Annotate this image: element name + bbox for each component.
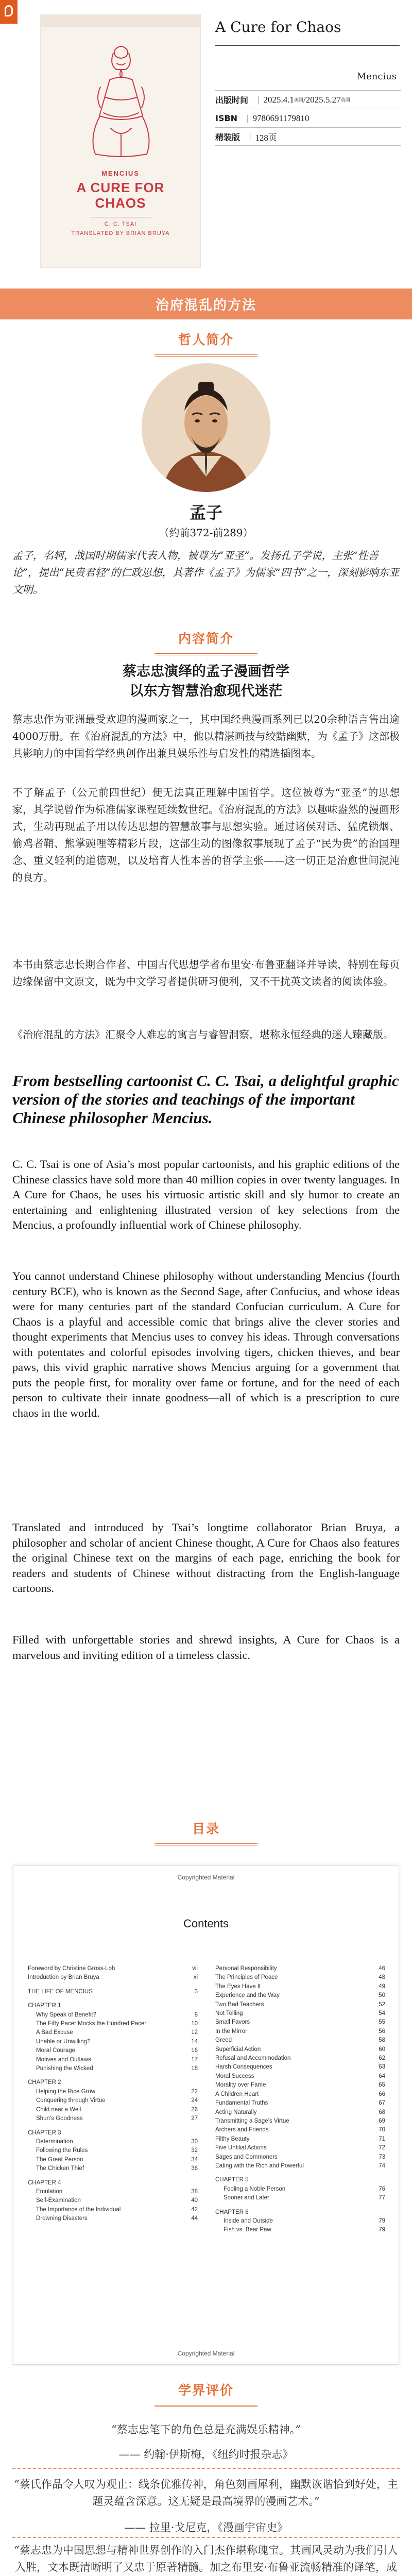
toc-entry xyxy=(28,2188,198,2196)
toc-entry-page xyxy=(185,2002,198,2010)
toc-entry-title: Five Unfilial Actions xyxy=(215,2145,267,2151)
toc-entry-page: 12 xyxy=(191,2029,198,2036)
toc-entry xyxy=(215,2001,385,2009)
toc-entry-page: 50 xyxy=(379,1992,385,1999)
toc-entry-page: 74 xyxy=(379,2162,385,2169)
toc-entry-page: 30 xyxy=(191,2138,198,2145)
book-cover-image xyxy=(40,14,201,268)
reviews-heading-rule xyxy=(154,2405,258,2407)
toc-entry-page: 44 xyxy=(191,2215,198,2222)
toc-entry xyxy=(28,2088,198,2096)
toc-entry-page: 70 xyxy=(379,2127,385,2133)
meta-format-row xyxy=(215,127,401,146)
toc-entry-title: CHAPTER 5 xyxy=(215,2177,249,2183)
meta-sep-2: | xyxy=(247,113,249,123)
toc-entry xyxy=(215,1964,385,1973)
toc-entry-page: 60 xyxy=(379,2046,385,2053)
toc-entry xyxy=(28,2056,198,2064)
meta-pub-date-2-sup: 英国 xyxy=(340,97,350,103)
toc-entry xyxy=(215,2090,385,2099)
reviews-section-heading xyxy=(0,2380,412,2407)
toc-entry-title: The Principles of Peace xyxy=(215,1974,278,1981)
toc-entry-title: Drowning Disasters xyxy=(36,2215,88,2222)
toc-entry-title: A Children Heart xyxy=(215,2091,259,2097)
toc-entry xyxy=(28,2096,198,2105)
cn-paragraph-4: 《治府混乱的方法》汇聚令人难忘的寓言与睿智洞察，堪称永恒经典的迷人臻藏版。 xyxy=(12,1028,393,1041)
toc-entry xyxy=(215,2072,385,2081)
toc-entry xyxy=(28,2064,198,2073)
toc-copyright-bottom: Copyrighted Material xyxy=(177,2350,235,2357)
toc-entry-title: Sages and Commoners xyxy=(215,2154,278,2160)
meta-pub-date-2: 2025.5.27 xyxy=(305,94,341,105)
toc-entry-title: Motives and Outlaws xyxy=(36,2056,91,2063)
toc-entry-title: Not Telling xyxy=(215,2010,243,2017)
toc-entry-page: 72 xyxy=(379,2145,385,2151)
cn-paragraph-1: 蔡志忠作为亚洲最受欢迎的漫画家之一，其中国经典漫画系列已以20余种语言售出逾4000万册。在《治府混乱的方法》中，他以精湛画技与绞黠幽默，为《孟子》这部极具影响力的中国哲学经典创作出兼具娱乐性与启发性的精选插图本。 xyxy=(12,713,400,759)
toc-entry xyxy=(28,2028,198,2037)
toc-entry-page: 38 xyxy=(191,2188,198,2195)
toc-entry-title: Emulation xyxy=(36,2188,63,2195)
toc-entry xyxy=(215,2027,385,2036)
toc-entry xyxy=(28,1973,198,1982)
toc-entry-page: 79 xyxy=(379,2217,385,2224)
cn-paragraph-2: 不了解孟子（公元前四世纪）便无法真正理解中国哲学。这位被尊为“亚圣”的思想家，其学说曾作为标准儒家课程延续数世纪。《治府混乱的方法》以趣味盎然的漫画形式，生动再现孟子用以传达思想的智慧故事与思想实验。通过诸侯对话、猛虎锁烟、偷鸡者鞘、熊掌豌哩等精彩片段，这部生动的图像叙事展现了孟子“民为贵”的治国理念、重义轻利的道德观，以及培育人性本善的哲学主张——这一切正是治愈世间混沌的良方。 xyxy=(12,786,400,884)
toc-entry-title: Determination xyxy=(36,2138,73,2145)
cover-series-label: MENCIUS xyxy=(101,170,140,177)
toc-entry xyxy=(215,2162,385,2171)
review-2-source: —— 拉里·戈尼克，《漫画宇宙史》 xyxy=(124,2521,288,2534)
toc-entry-page: 27 xyxy=(191,2115,198,2122)
toc-entry-page: 32 xyxy=(191,2147,198,2154)
toc-entry-title: Fish vs. Bear Paw xyxy=(224,2227,271,2233)
cover-credit-translator: TRANSLATED BY BRIAN BRUYA xyxy=(71,230,170,236)
author-name: 孟子 xyxy=(189,503,222,522)
toc-entry-page: 26 xyxy=(191,2106,198,2113)
toc-entry xyxy=(215,2135,385,2144)
cover-title xyxy=(41,180,200,211)
toc-entry-page: vii xyxy=(192,1965,198,1972)
toc-entry xyxy=(28,1988,198,1996)
toc-entry-title: The Importance of the Individual xyxy=(36,2206,121,2213)
toc-entry xyxy=(215,2045,385,2054)
toc-entry-title: CHAPTER 6 xyxy=(215,2209,249,2215)
toc-entry xyxy=(28,2002,198,2010)
toc-entry-page: 68 xyxy=(379,2109,385,2115)
toc-entry-page: 22 xyxy=(191,2088,198,2095)
author-heading-rule xyxy=(154,354,258,357)
toc-entry-page xyxy=(373,2208,385,2217)
toc-entry-title: CHAPTER 2 xyxy=(28,2079,61,2086)
review-1-source: —— 约翰·伊斯梅，《纽约时报杂志》 xyxy=(118,2448,294,2461)
toc-entry-title: THE LIFE OF MENCIUS xyxy=(28,1988,93,1995)
toc-entry xyxy=(215,2176,385,2184)
toc-entry-title: Superficial Action xyxy=(215,2046,261,2053)
toc-entry xyxy=(28,1964,198,1973)
toc-entry-title: In the Mirror xyxy=(215,2028,247,2035)
toc-entry-title: Moral Success xyxy=(215,2073,254,2079)
toc-entry xyxy=(215,2194,385,2202)
toc-entry-page: 36 xyxy=(191,2165,198,2172)
banner-text: 治府混乱的方法 xyxy=(155,297,256,313)
mencius-portrait xyxy=(142,363,270,492)
content-title-line2: 以东方智慧治愈现代迷茫 xyxy=(129,683,283,699)
toc-entry-page: xi xyxy=(193,1974,198,1981)
toc-entry xyxy=(215,2036,385,2045)
toc-entry-page: 79 xyxy=(379,2227,385,2233)
toc-entry-page: 64 xyxy=(379,2073,385,2079)
toc-entry-title: Eating with the Rich and Powerful xyxy=(215,2162,304,2169)
toc-entry-title: Following the Rules xyxy=(36,2147,88,2154)
toc-page-image xyxy=(13,1865,399,2365)
logo-p-icon xyxy=(5,5,13,16)
toc-entry-title: Fooling a Noble Person xyxy=(224,2185,286,2192)
toc-entry xyxy=(28,2179,198,2188)
toc-entry xyxy=(28,2020,198,2028)
toc-entry-page xyxy=(185,2179,198,2188)
meta-pub-row xyxy=(215,90,401,109)
content-title xyxy=(0,662,412,701)
content-title-line1: 蔡志忠演绎的孟子漫画哲学 xyxy=(123,664,289,680)
content-section-heading xyxy=(0,629,412,655)
toc-entry-title: Sooner and Later xyxy=(224,2195,269,2201)
toc-entry-page: 17 xyxy=(191,2056,198,2063)
cover-title-line1: A CURE FOR xyxy=(76,180,165,195)
toc-heading-rule xyxy=(154,1843,258,1845)
toc-entry-page: 76 xyxy=(379,2185,385,2192)
toc-entry-page: 52 xyxy=(379,2001,385,2008)
toc-entry-title: A Bad Excuse xyxy=(36,2029,73,2036)
toc-entry-title: Foreword by Christine Gross-Loh xyxy=(28,1965,115,1972)
toc-entry-page: 34 xyxy=(191,2156,198,2163)
toc-entry-page xyxy=(373,2176,385,2184)
toc-entry xyxy=(215,2185,385,2194)
en-paragraph-1: C. C. Tsai is one of Asia’s most popular cartoonists, and his graphic editions of the Chinese classics have sold more than 40 million copies in over twenty languages. In A Cure for Chaos, he uses his virtuosic artistic skill and sly humor to create an entertaining and enlightening illustrated version of key selections from the Mencius, a profoundly influential work of Chinese philosophy. xyxy=(12,1158,400,1231)
toc-entry xyxy=(28,2078,198,2087)
en-lead-paragraph: From bestselling cartoonist C. C. Tsai, a delightful graphic version of the stories and teachings of the important Chinese philosopher Mencius. xyxy=(12,1072,399,1127)
toc-entry-title: Small Favors xyxy=(215,2019,250,2026)
cn-paragraph-3: 本书由蔡志忠长期合作者、中国古代思想学者布里安·布鲁亚翻译并导读，特别在每页边缘保留中文原文，既为中文学习者提供研习便利，又不干扰英文读者的阅读体验。 xyxy=(12,958,400,988)
toc-entry-title: Harsh Consequences xyxy=(215,2064,272,2071)
toc-entry xyxy=(28,2214,198,2223)
toc-entry-page: 10 xyxy=(191,2021,198,2027)
en-paragraph-4: Filled with unforgettable stories and shrewd insights, A Cure for Chaos is a marvelous and inviting edition of a timeless classic. xyxy=(12,1633,400,1662)
toc-entry xyxy=(215,1982,385,1991)
toc-entry-page: 54 xyxy=(379,2010,385,2017)
toc-entry-title: Introduction by Brian Bruya xyxy=(28,1974,99,1981)
toc-entry-title: Self-Examination xyxy=(36,2197,81,2204)
toc-section-heading xyxy=(0,1819,412,1845)
toc-entry-title: Fundamental Truths xyxy=(215,2100,268,2107)
toc-entry-title: Child near a Well xyxy=(36,2106,81,2113)
toc-entry-title: Experience and the Way xyxy=(215,1992,280,1999)
toc-entry-title: Helping the Rice Grow xyxy=(36,2088,96,2095)
toc-entry-title: Moral Courage xyxy=(36,2047,76,2054)
toc-entry xyxy=(215,2009,385,2018)
toc-entry-page: 3 xyxy=(194,1988,198,1995)
toc-entry-page: 73 xyxy=(379,2154,385,2160)
review-divider-2 xyxy=(12,2537,400,2538)
toc-entry xyxy=(28,2146,198,2155)
toc-entry-page: 8 xyxy=(194,2011,198,2018)
toc-entry xyxy=(215,2208,385,2217)
toc-entry-page: 14 xyxy=(191,2038,198,2045)
book-meta-table xyxy=(215,90,401,146)
meta-format-label: 精装版 xyxy=(215,132,241,142)
toc-entry-title: Two Bad Teachers xyxy=(215,2001,264,2008)
toc-entry-page: 18 xyxy=(191,2065,198,2072)
toc-entry-page: 71 xyxy=(379,2136,385,2142)
toc-entry-title: CHAPTER 4 xyxy=(28,2179,61,2186)
author-section-heading xyxy=(0,330,412,357)
toc-entry-page: 49 xyxy=(379,1983,385,1990)
toc-entry-page: 55 xyxy=(379,2019,385,2026)
toc-entry-page xyxy=(185,2129,198,2138)
toc-entry-page: 46 xyxy=(379,1965,385,1972)
toc-entry-title: Punishing the Wicked xyxy=(36,2065,93,2072)
title-divider xyxy=(215,45,400,46)
meta-pub-label: 出版时间 xyxy=(215,95,249,105)
toc-entry-page: 40 xyxy=(191,2197,198,2204)
toc-entry-title: Transmitting a Sage’s Virtue xyxy=(215,2117,289,2124)
toc-entry xyxy=(28,2206,198,2214)
cover-top-band xyxy=(41,15,200,27)
toc-entry-page: 16 xyxy=(191,2047,198,2054)
content-heading-label: 内容简介 xyxy=(178,631,234,646)
toc-entry xyxy=(215,1973,385,1982)
meta-isbn-row xyxy=(215,109,401,127)
author-bio: 孟子，名轲，战国时期儒家代表人物，被尊为“亚圣”。发扬孔子学说，主张“性善论”，提出“民贵君轻”的仁政思想，其著作《孟子》为儒家“四书”之一，深刻影响东亚文明。 xyxy=(12,549,400,596)
review-2-quote: “蔡氏作品令人叹为观止：线条优雅传神，角色刻画犀利，幽默诙谐恰到好处，主题灵蕴含深意。这无疑是最高境界的漫画艺术。” xyxy=(14,2478,398,2507)
toc-entry-page: 63 xyxy=(379,2064,385,2071)
toc-entry xyxy=(28,2129,198,2138)
toc-entry xyxy=(28,2106,198,2114)
cover-credit-author: C. C. TSAI xyxy=(104,221,137,227)
toc-copyright-top: Copyrighted Material xyxy=(177,1874,235,1881)
toc-entry-title: Personal Responsibility xyxy=(215,1965,277,1972)
toc-entry xyxy=(215,2054,385,2063)
toc-entry-page: 65 xyxy=(379,2082,385,2089)
meta-pages-value: 128页 xyxy=(255,132,277,143)
review-3-quote: “蔡志忠为中国思想与精神世界创作的入门杰作堪称瑰宝。其画风灵动为我们引人入胜，文本既清晰明了又忠于原著精髓。加之布里安·布鲁亚流畅精准的译笔，成 xyxy=(14,2544,398,2573)
portrait-figure-icon xyxy=(142,363,270,492)
meta-isbn-label: ISBN xyxy=(215,113,238,123)
toc-left-column xyxy=(28,1964,198,2224)
toc-entry xyxy=(215,2217,385,2226)
toc-entry-page xyxy=(185,2078,198,2087)
toc-entry-title: Archers and Friends xyxy=(215,2127,269,2133)
toc-entry xyxy=(215,2081,385,2090)
toc-entry xyxy=(215,1991,385,2000)
toc-entry-title: The Great Person xyxy=(36,2156,83,2163)
book-title: A Cure for Chaos xyxy=(215,19,341,36)
toc-entry-title: Refusal and Accommodation xyxy=(215,2055,291,2062)
toc-entry xyxy=(28,2156,198,2164)
toc-entry-title: Why Speak of Benefit? xyxy=(36,2011,96,2018)
book-author: Mencius xyxy=(356,71,397,82)
toc-entry-title: The Chicken Thief xyxy=(36,2165,84,2172)
toc-entry-page: 69 xyxy=(379,2117,385,2124)
toc-entry xyxy=(28,2114,198,2123)
toc-entry xyxy=(215,2144,385,2153)
toc-entry xyxy=(215,2099,385,2108)
toc-entry-title: Acting Naturally xyxy=(215,2109,257,2115)
toc-entry-title: The Eyes Have It xyxy=(215,1983,261,1990)
meta-sep-3: | xyxy=(249,131,251,141)
toc-contents-title: Contents xyxy=(183,1917,229,1930)
author-heading-label: 哲人简介 xyxy=(178,332,234,347)
toc-entry-page: 24 xyxy=(191,2097,198,2104)
toc-entry-title: Filthy Beauty xyxy=(215,2136,250,2142)
toc-entry xyxy=(215,2153,385,2162)
toc-entry-title: CHAPTER 3 xyxy=(28,2129,61,2136)
toc-entry-page: 62 xyxy=(379,2055,385,2062)
toc-entry-page: 48 xyxy=(379,1974,385,1981)
en-paragraph-3: Translated and introduced by Tsai’s longtime collaborator Brian Bruya, a philosopher and scholar of ancient Chinese thought, A Cure for Chaos also features the original Chinese text on the margins of each page, enriching the book for readers and students of Chinese without distracting from the English-language cartoons. xyxy=(12,1521,400,1595)
en-paragraph-2: You cannot understand Chinese philosophy without understanding Mencius (fourth century BCE), who is known as the Second Sage, after Confucius, and whose ideas were for many centuries part of the standard Confucian curriculum. A Cure for Chaos is a playful and accessible comic that brings alive the clever stories and thought experiments that Mencius uses to convey his ideas. Through conversations with potentates and colorful episodes involving tigers, chicken thieves, and bear paws, this vivid graphic narrative shows Mencius arguing for a government that puts the people first, for morality over fame or fortune, and for the need of each person to cultivate their innate goodness—all of which is a prescription to cure chaos in the world. xyxy=(12,1269,400,1419)
toc-entry-title: Morality over Fame xyxy=(215,2082,266,2089)
toc-entry-page: 58 xyxy=(379,2037,385,2044)
meta-slash: / xyxy=(303,94,306,105)
toc-entry-title: CHAPTER 1 xyxy=(28,2003,61,2009)
toc-entry-title: The Fifty Pacer Mocks the Hundred Pacer xyxy=(36,2021,147,2027)
reviews-heading-label: 学界评价 xyxy=(178,2383,234,2398)
toc-entry xyxy=(215,2226,385,2234)
toc-entry xyxy=(215,2018,385,2027)
toc-entry xyxy=(215,2117,385,2126)
review-1-quote: “蔡志忠笔下的角色总是充满娱乐精神。” xyxy=(111,2424,301,2436)
content-heading-rule xyxy=(154,653,258,655)
toc-entry xyxy=(215,2108,385,2117)
meta-sep-1: | xyxy=(258,94,260,105)
toc-entry-title: Inside and Outside xyxy=(224,2217,273,2224)
mencius-drawing-icon xyxy=(70,36,173,164)
author-dates: （约前372-前289） xyxy=(159,527,253,539)
toc-heading-label: 目录 xyxy=(192,1821,220,1836)
toc-entry xyxy=(28,2038,198,2046)
toc-entry xyxy=(28,2164,198,2173)
publisher-logo xyxy=(0,0,18,24)
toc-entry-title: Unable or Unwilling? xyxy=(36,2038,91,2045)
meta-pub-date-1: 2025.4.1 xyxy=(263,94,294,105)
toc-entry-page: 67 xyxy=(379,2100,385,2107)
toc-entry-title: Greed xyxy=(215,2037,232,2044)
toc-entry-title: Shun’s Goodness xyxy=(36,2115,83,2122)
toc-entry-page: 77 xyxy=(379,2195,385,2201)
toc-entry-page: 66 xyxy=(379,2091,385,2097)
toc-entry-page: 42 xyxy=(191,2206,198,2213)
meta-pub-date-1-sup: 美国 xyxy=(294,97,303,103)
toc-entry-title: Conquering through Virtue xyxy=(36,2097,106,2104)
toc-entry xyxy=(28,2011,198,2020)
meta-isbn-value: 9780691179810 xyxy=(252,113,310,123)
review-divider-1 xyxy=(12,2468,400,2469)
toc-entry xyxy=(215,2063,385,2072)
toc-right-column xyxy=(215,1964,385,2235)
title-banner xyxy=(0,289,412,319)
toc-entry xyxy=(28,2196,198,2205)
cover-title-line2: CHAOS xyxy=(95,195,146,211)
toc-entry xyxy=(215,2126,385,2134)
toc-entry xyxy=(28,2138,198,2146)
toc-entry-page: 56 xyxy=(379,2028,385,2035)
toc-entry xyxy=(28,2046,198,2055)
